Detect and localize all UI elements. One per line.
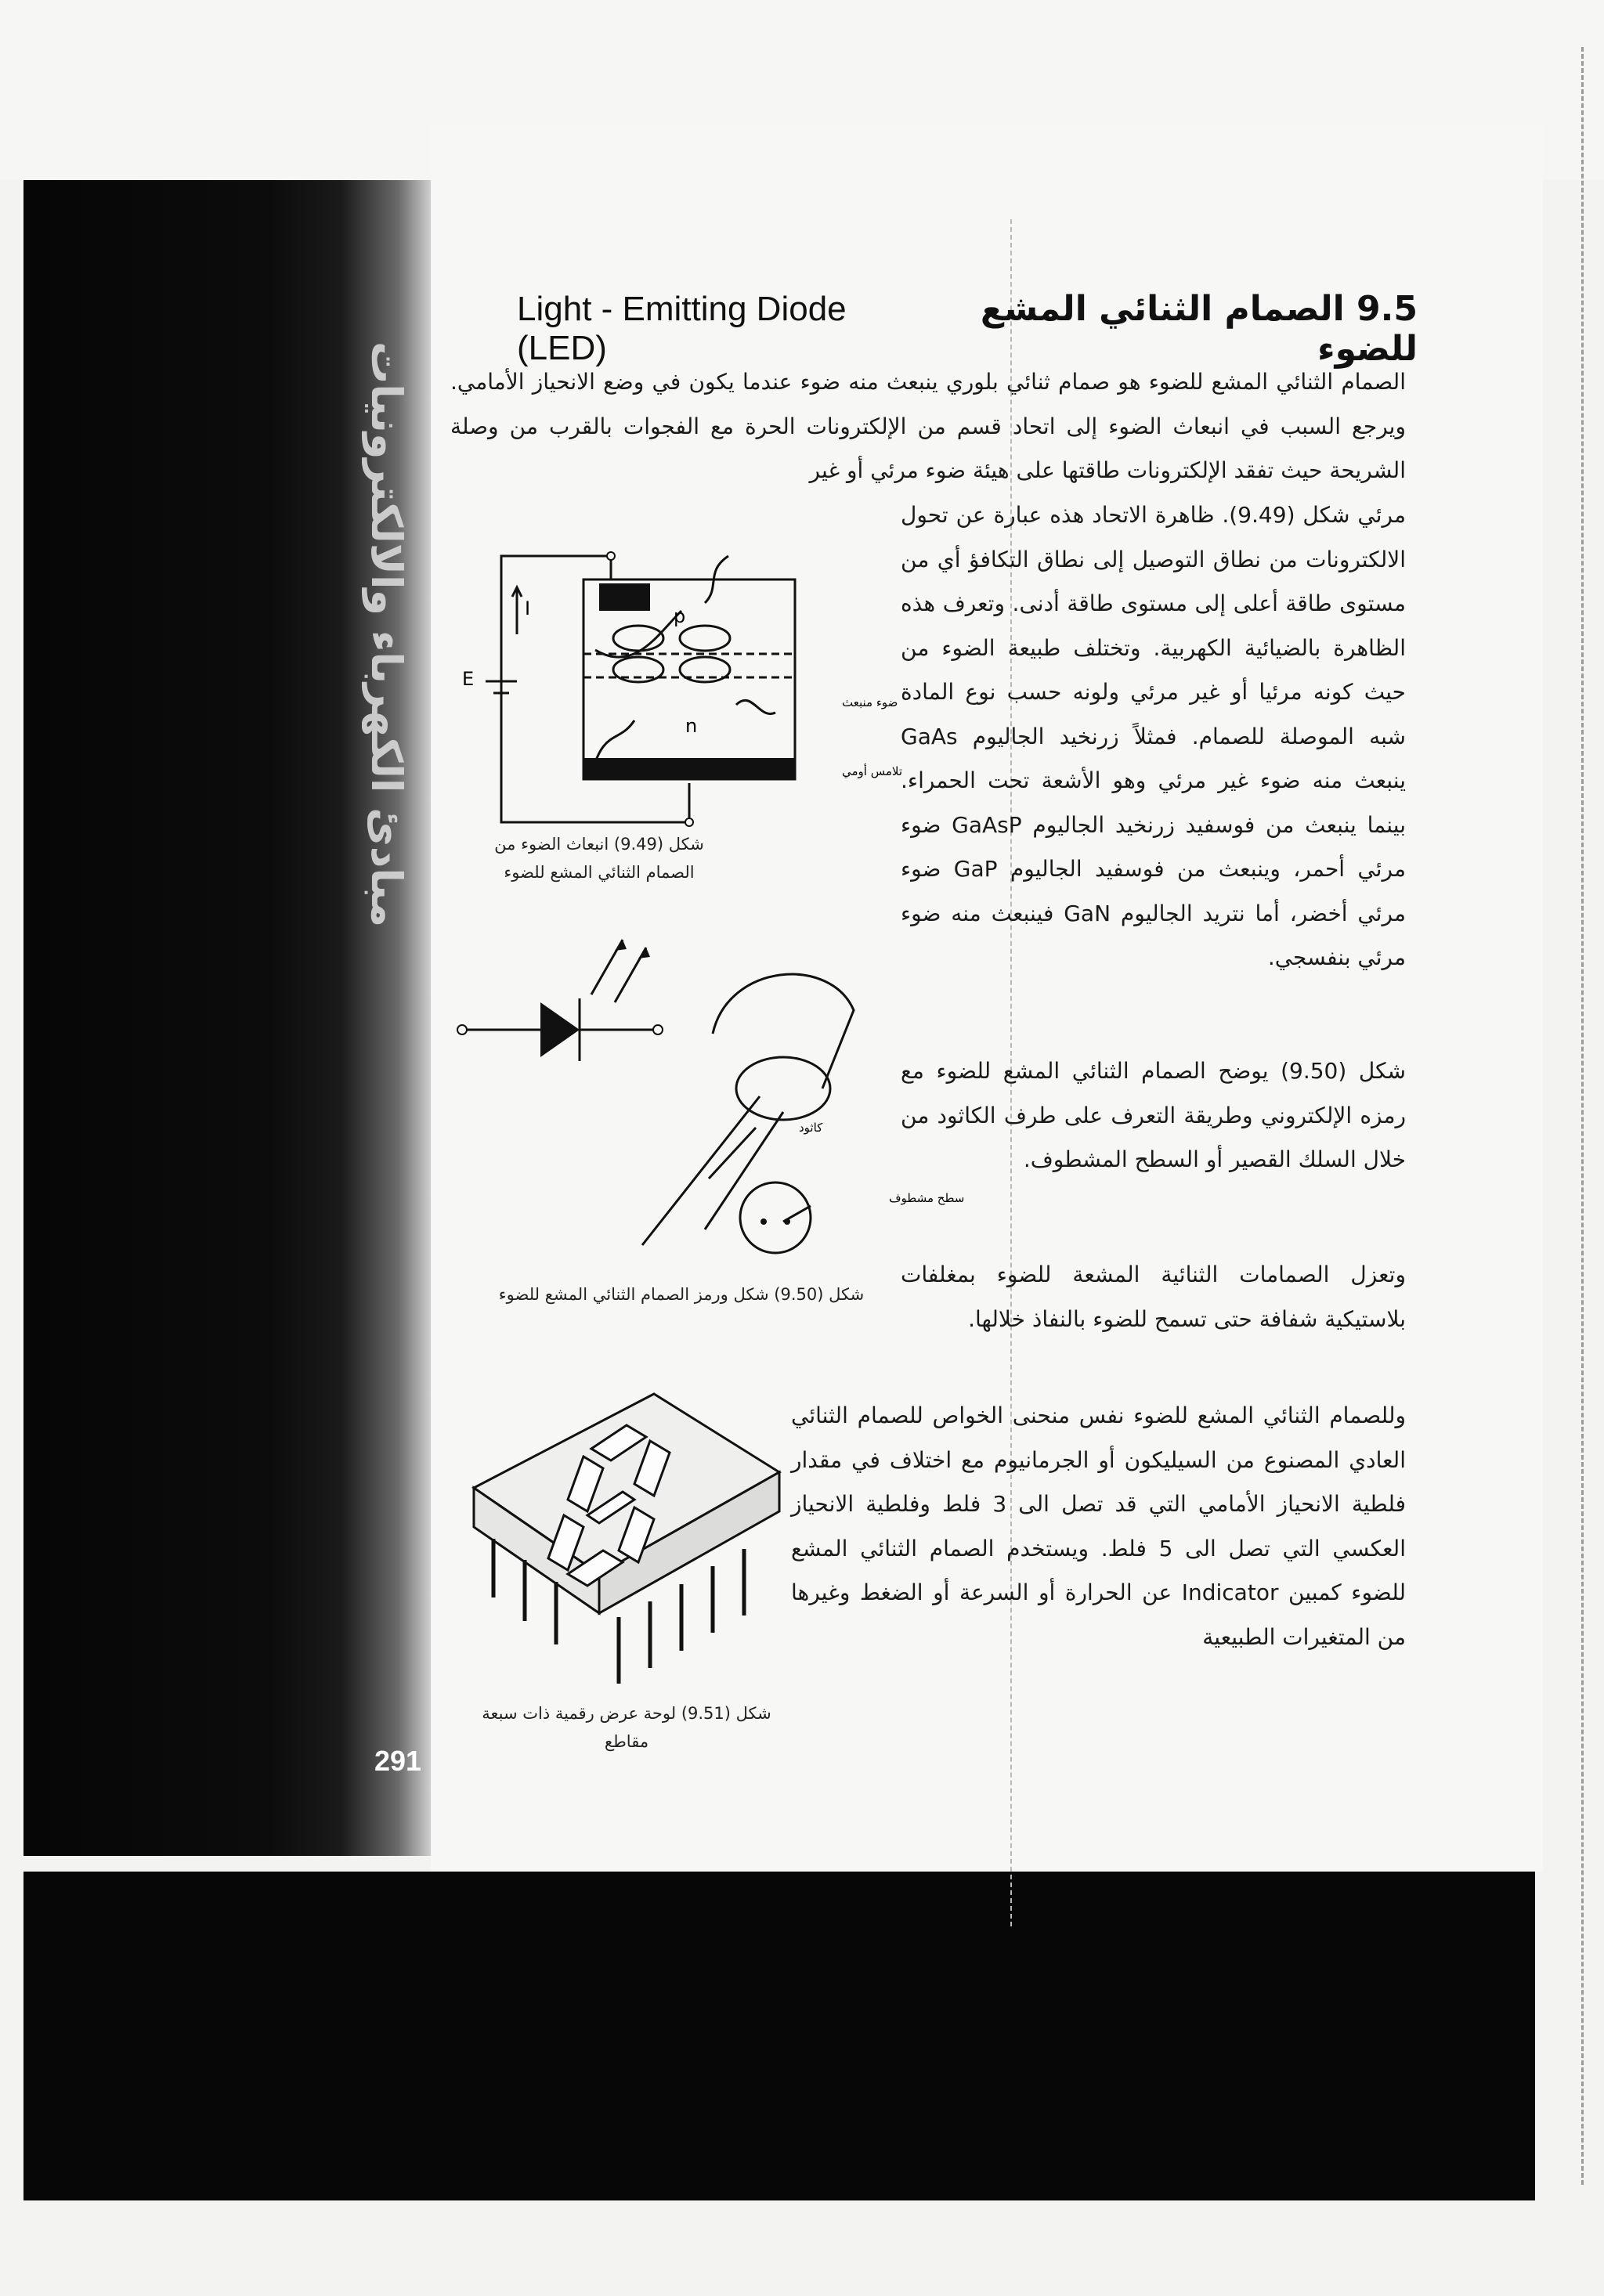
label-n-region: n	[685, 715, 698, 737]
figure-9-51-seven-segment	[458, 1363, 787, 1715]
label-cathode: كاثود	[799, 1121, 823, 1135]
label-current: I	[525, 597, 531, 619]
figure-9-49-led-junction	[446, 540, 902, 854]
caption-fig-9-51: شكل (9.51) لوحة عرض رقمية ذات سبعة مقاطع	[482, 1704, 771, 1751]
label-flat-surface: سطح مشطوف	[889, 1191, 965, 1205]
paragraph-encapsulation: وتعزل الصمامات الثنائية المشعة للضوء بمغلفات بلاستيكية شفافة حتى تسمح للضوء بالنفاذ خلالها.	[901, 1262, 1406, 1332]
caption-fig-9-49: شكل (9.49) انبعاث الضوء من الصمام الثنائي المشع للضوء	[494, 835, 704, 882]
page-number: 291	[374, 1745, 422, 1777]
caption-fig-9-50: شكل (9.50) شكل ورمز الصمام الثنائي المشع للضوء	[498, 1285, 865, 1304]
label-emitted-light: ضوء منبعث	[842, 695, 898, 709]
section-heading	[517, 289, 1418, 369]
paragraph-characteristics: وللصمام الثنائي المشع للضوء نفس منحنى الخواص للصمام الثنائي العادي المصنوع من السيليكون أو الجرمانيوم مع اختلاف في مقدار فلطية الانحياز الأمامي التي قد تصل الى 3 فلط وفلطية الانحياز العكسي التي تصل الى 5 فلط. ويستخدم الصمام الثنائي المشع للضوء كمبين Indicator عن الحرارة أو السرعة أو الضغط وغيرها من المتغيرات الطبيعية	[791, 1403, 1406, 1650]
diode-triangle	[540, 1002, 580, 1057]
label-source: E	[462, 668, 475, 690]
scan-bottom-shadow	[23, 1872, 1535, 2200]
section-title-en: Light - Emitting Diode (LED)	[517, 290, 847, 367]
section-title-ar: 9.5 الصمام الثنائي المشع للضوء	[980, 289, 1418, 369]
label-p-region: p	[674, 605, 686, 627]
bottom-contact	[583, 758, 795, 779]
paragraph-fig-950-ref: شكل (9.50) يوضح الصمام الثنائي المشع للضوء مع رمزه الإلكتروني وطريقة التعرف على طرف الكاثود من خلال السلك القصير أو السطح المشطوف.	[901, 1058, 1406, 1172]
figure-9-50-led-symbol	[454, 916, 965, 1269]
paragraph-recombination: مرئي شكل (9.49). ظاهرة الاتحاد هذه عبارة عن تحول الالكترونات من نطاق التوصيل إلى نطاق التكافؤ أي من مستوى طاقة أعلى إلى مستوى طاقة أدنى. وتعرف هذه الظاهرة بالضيائية الكهربية. وتختلف طبيعة الضوء من حيث كونه مرئيا أو غير مرئي ولونه حسب نوع المادة شبه الموصلة للصمام. فمثلاً زرنخيد الجاليوم GaAs ينبعث منه ضوء غير مرئي وهو الأشعة تحت الحمراء. بينما ينبعث من فوسفيد زرنخيد الجاليوم GaAsP ضوء مرئي أحمر، وينبعث من فوسفيد الجاليوم GaP ضوء مرئي أخضر، أما نتريد الجاليوم GaN فينبعث منه ضوء مرئي بنفسجي.	[901, 502, 1407, 970]
top-contact	[599, 583, 650, 611]
margin-perforation	[1581, 47, 1588, 2185]
paragraph-intro: الصمام الثنائي المشع للضوء هو صمام ثنائي بلوري ينبعث منه ضوء عندما يكون في وضع الانحياز الأمامي. ويرجع السبب في انبعاث الضوء إلى اتحاد قسم من الإلكترونات الحرة مع الفجوات بالقرب من وصلة الشريحة حيث تفقد الإلكترونات طاقتها على هيئة ضوء مرئي أو غير	[450, 369, 1406, 483]
spine-title: مبادئ الكهرباء والالكترونيات	[362, 341, 411, 928]
label-ohmic-contact: تلامس أومي	[842, 764, 902, 778]
